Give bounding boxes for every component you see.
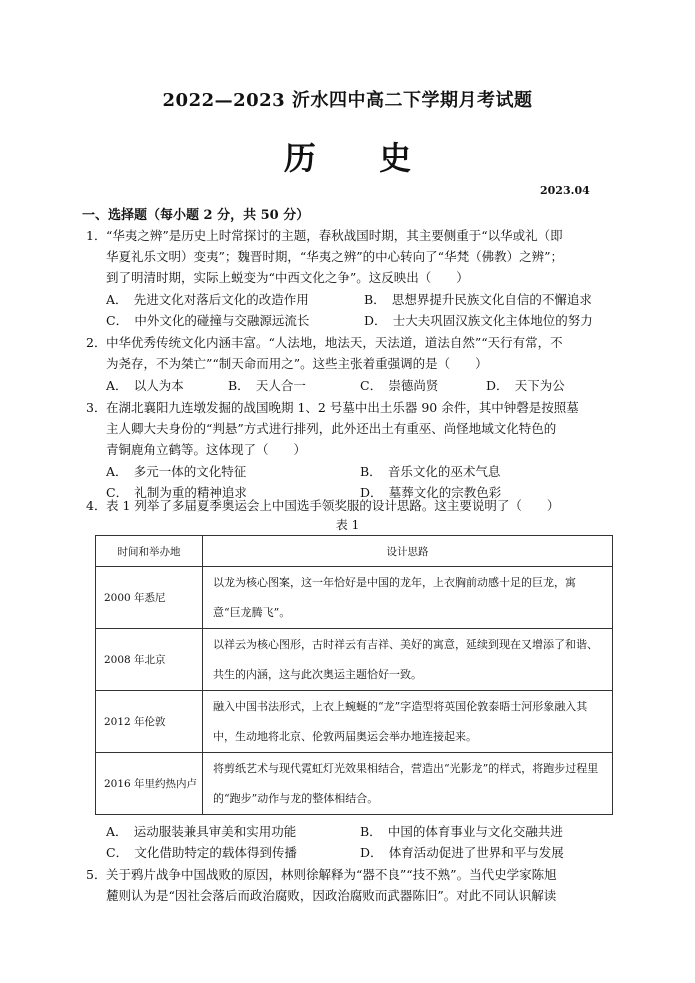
table-row	[96, 629, 613, 691]
option-a[interactable]: A． 以人为本	[106, 378, 184, 393]
table-header: 时间和举办地	[96, 536, 203, 567]
option-c[interactable]: C． 中外文化的碰撞与交融源远流长	[106, 313, 310, 328]
question-text-line: 麓则认为是“因社会落后而政治腐败，因政治腐败而武器陈旧”。对此不同认识解读	[106, 888, 557, 903]
option-b[interactable]: B． 天人合一	[228, 378, 306, 393]
option-d[interactable]: D． 士大夫巩固汉族文化主体地位的努力	[364, 313, 593, 328]
question-number: 4．	[86, 498, 107, 513]
table-cell-place: 2016 年里约热内卢	[96, 753, 203, 815]
question-text-line: 主人卿大夫身份的“判悬”方式进行排列，此外还出土有重巫、尚怪地域文化特色的	[106, 421, 557, 436]
section-heading: 一、选择题（每小题 2 分，共 50 分）	[82, 208, 310, 223]
question-number: 2．	[86, 335, 107, 350]
design-table	[95, 535, 613, 815]
question-text-line: 在湖北襄阳九连墩发掘的战国晚期 1、2 号墓中出土乐器 90 余件，其中钟磬是按照墓	[106, 400, 579, 415]
table-header: 设计思路	[203, 536, 613, 567]
option-a[interactable]: A． 运动服装兼具审美和实用功能	[106, 824, 297, 839]
question-text-line: 华夏礼乐文明）变夷”；魏晋时期，“华夷之辨”的中心转向了“华梵（佛教）之辨”；	[106, 249, 563, 264]
table-row	[96, 567, 613, 629]
option-a[interactable]: A． 先进文化对落后文化的改造作用	[106, 292, 309, 307]
question-number: 1．	[86, 228, 107, 243]
exam-date: 2023.04	[540, 184, 590, 197]
option-b[interactable]: B． 中国的体育事业与文化交融共进	[360, 824, 563, 839]
table-cell-place: 2008 年北京	[96, 629, 203, 691]
question-number: 5．	[86, 867, 107, 882]
table-caption: 表 1	[335, 518, 360, 532]
table-cell-place: 2012 年伦敦	[96, 691, 203, 753]
question-text-line: “华夷之辨”是历史上时常探讨的主题，春秋战国时期，其主要侧重于“以华或礼（即	[106, 228, 563, 243]
question-text-line: 青铜鹿角立鹤等。这体现了（ ）	[106, 442, 307, 457]
table-row	[96, 691, 613, 753]
table-cell-desc: 将剪纸艺术与现代霓虹灯光效果相结合，营造出“光影龙”的样式，将跑步过程里的“跑步”动作与龙的整体相结合。	[203, 753, 613, 815]
option-d[interactable]: D． 体育活动促进了世界和平与发展	[360, 845, 564, 860]
question-text-line: 关于鸦片战争中国战败的原因，林则徐解释为“器不良”“技不熟”。当代史学家陈旭	[106, 867, 557, 882]
exam-title: 2022—2023 沂水四中高二下学期月考试题	[162, 90, 533, 111]
table-cell-desc: 融入中国书法形式，上衣上蜿蜒的“龙”字造型将英国伦敦泰晤士河形象融入其中，生动地将北京、伦敦两届奥运会举办地连接起来。	[203, 691, 613, 753]
option-b[interactable]: B． 音乐文化的巫术气息	[360, 464, 501, 479]
question-text-line: 中华优秀传统文化内涵丰富。“人法地，地法天，天法道，道法自然”“天行有常，不	[106, 335, 563, 350]
option-c[interactable]: C． 崇德尚贤	[360, 378, 439, 393]
option-c[interactable]: C． 文化借助特定的载体得到传播	[106, 845, 297, 860]
table-cell-desc: 以龙为核心图案，这一年恰好是中国的龙年，上衣胸前动感十足的巨龙，寓意“巨龙腾飞”。	[203, 567, 613, 629]
option-c[interactable]: C． 礼制为重的精神追求	[106, 485, 247, 500]
option-b[interactable]: B． 思想界提升民族文化自信的不懈追求	[364, 292, 592, 307]
option-a[interactable]: A． 多元一体的文化特征	[106, 464, 247, 479]
option-d[interactable]: D． 天下为公	[486, 378, 565, 393]
table-header-row	[96, 536, 613, 567]
option-d[interactable]: D． 墓葬文化的宗教色彩	[360, 485, 502, 500]
table-cell-desc: 以祥云为核心图形，古时祥云有吉祥、美好的寓意，延续到现在又增添了和谐、共生的内涵，这与此次奥运主题恰好一致。	[203, 629, 613, 691]
table-cell-place: 2000 年悉尼	[96, 567, 203, 629]
table-row	[96, 753, 613, 815]
question-text-line: 为尧存，不为桀亡”“制天命而用之”。这些主张着重强调的是（ ）	[106, 356, 488, 371]
subject-heading: 历 史	[283, 139, 438, 177]
question-number: 3．	[86, 400, 107, 415]
question-text-line: 表 1 列举了多届夏季奥运会上中国选手领奖服的设计思路。这主要说明了（ ）	[106, 498, 560, 513]
question-text-line: 到了明清时期，实际上蜕变为“中西文化之争”。这反映出（ ）	[106, 270, 469, 285]
